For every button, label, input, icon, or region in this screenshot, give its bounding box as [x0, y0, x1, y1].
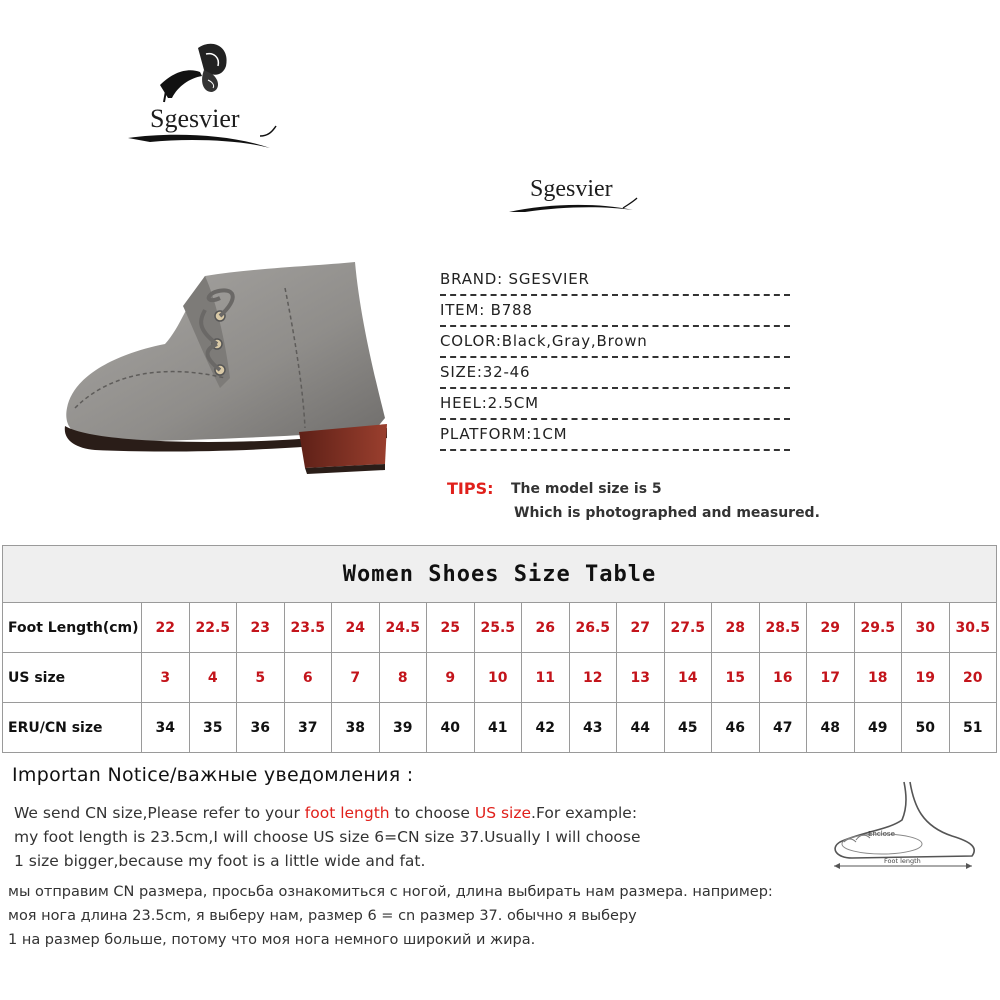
eu-cn-size-row: [3, 703, 997, 753]
spec-platform: PLATFORM:1CM: [440, 421, 790, 451]
notice-en-line-1: [14, 804, 637, 822]
table-cell: 25.5: [474, 603, 522, 653]
notice-en-line-2: my foot length is 23.5cm,I will choose US size 6=CN size 37.Usually I will choose: [14, 828, 641, 846]
notice-text: to choose: [389, 804, 475, 822]
table-cell: 41: [474, 703, 522, 753]
table-cell: 5: [237, 653, 285, 703]
table-cell: 29.5: [854, 603, 902, 653]
spec-brand: BRAND: SGESVIER: [440, 266, 790, 296]
table-cell: 36: [237, 703, 285, 753]
us-size-highlight: US size: [474, 804, 532, 822]
table-cell: 7: [332, 653, 380, 703]
signature-logo-text: Sgesvier: [530, 176, 613, 202]
tips-line-2: Which is photographed and measured.: [514, 505, 820, 521]
size-table-title: Women Shoes Size Table: [3, 546, 997, 603]
table-cell: 35: [189, 703, 237, 753]
table-cell: 22.5: [189, 603, 237, 653]
table-cell: 18: [854, 653, 902, 703]
size-table: [2, 545, 997, 753]
spec-size: SIZE:32-46: [440, 359, 790, 389]
row-label: US size: [3, 653, 142, 703]
foot-length-highlight: foot length: [304, 804, 390, 822]
table-cell: 8: [379, 653, 427, 703]
table-cell: 22: [142, 603, 190, 653]
brand-logo-text: Sgesvier: [150, 104, 240, 133]
table-cell: 28: [712, 603, 760, 653]
table-cell: 25: [427, 603, 475, 653]
table-cell: 37: [284, 703, 332, 753]
notice-text: .For example:: [531, 804, 638, 822]
tips-label: TIPS:: [447, 479, 494, 498]
table-cell: 39: [379, 703, 427, 753]
table-cell: 12: [569, 653, 617, 703]
table-cell: 46: [712, 703, 760, 753]
table-cell: 11: [522, 653, 570, 703]
table-cell: 6: [284, 653, 332, 703]
table-cell: 19: [902, 653, 950, 703]
spec-heel: HEEL:2.5CM: [440, 390, 790, 420]
table-cell: 30.5: [949, 603, 997, 653]
product-boot-image: [55, 258, 405, 483]
table-cell: 49: [854, 703, 902, 753]
notice-title: Importan Notice/важные уведомления :: [12, 764, 414, 786]
us-size-row: [3, 653, 997, 703]
spec-item: ITEM: B788: [440, 297, 790, 327]
row-label: ERU/CN size: [3, 703, 142, 753]
table-cell: 51: [949, 703, 997, 753]
table-cell: 42: [522, 703, 570, 753]
table-cell: 27.5: [664, 603, 712, 653]
table-cell: 20: [949, 653, 997, 703]
table-cell: 9: [427, 653, 475, 703]
foot-length-row: [3, 603, 997, 653]
table-cell: 30: [902, 603, 950, 653]
table-cell: 27: [617, 603, 665, 653]
foot-measure-diagram: [822, 776, 992, 876]
table-cell: 44: [617, 703, 665, 753]
table-cell: 4: [189, 653, 237, 703]
table-cell: 38: [332, 703, 380, 753]
table-cell: 15: [712, 653, 760, 703]
table-cell: 3: [142, 653, 190, 703]
table-cell: 45: [664, 703, 712, 753]
table-cell: 17: [807, 653, 855, 703]
enclose-label: Enclose: [868, 830, 895, 838]
table-cell: 43: [569, 703, 617, 753]
row-label: Foot Length(cm): [3, 603, 142, 653]
notice-ru-line-1: мы отправим CN размера, просьба ознакомиться с ногой, длина выбирать нам размера. например:: [8, 884, 773, 900]
brand-logo: [120, 40, 290, 155]
table-cell: 10: [474, 653, 522, 703]
table-cell: 24: [332, 603, 380, 653]
table-cell: 40: [427, 703, 475, 753]
table-cell: 24.5: [379, 603, 427, 653]
table-cell: 13: [617, 653, 665, 703]
table-cell: 34: [142, 703, 190, 753]
table-cell: 26.5: [569, 603, 617, 653]
table-cell: 16: [759, 653, 807, 703]
table-cell: 29: [807, 603, 855, 653]
table-cell: 23.5: [284, 603, 332, 653]
tips-line-1: The model size is 5: [511, 481, 662, 497]
table-cell: 14: [664, 653, 712, 703]
table-cell: 48: [807, 703, 855, 753]
table-cell: 23: [237, 603, 285, 653]
table-cell: 47: [759, 703, 807, 753]
size-table-title-row: [3, 546, 997, 603]
spec-color: COLOR:Black,Gray,Brown: [440, 328, 790, 358]
foot-length-label: Foot length: [884, 857, 921, 865]
notice-ru-line-3: 1 на размер больше, потому что моя нога немного широкий и жира.: [8, 932, 536, 948]
notice-en-line-3: 1 size bigger,because my foot is a little wide and fat.: [14, 852, 426, 870]
table-cell: 28.5: [759, 603, 807, 653]
notice-ru-line-2: моя нога длина 23.5cm, я выберу нам, размер 6 = cn размер 37. обычно я выберу: [8, 908, 637, 924]
table-cell: 50: [902, 703, 950, 753]
table-cell: 26: [522, 603, 570, 653]
notice-text: We send CN size,Please refer to your: [14, 804, 305, 822]
